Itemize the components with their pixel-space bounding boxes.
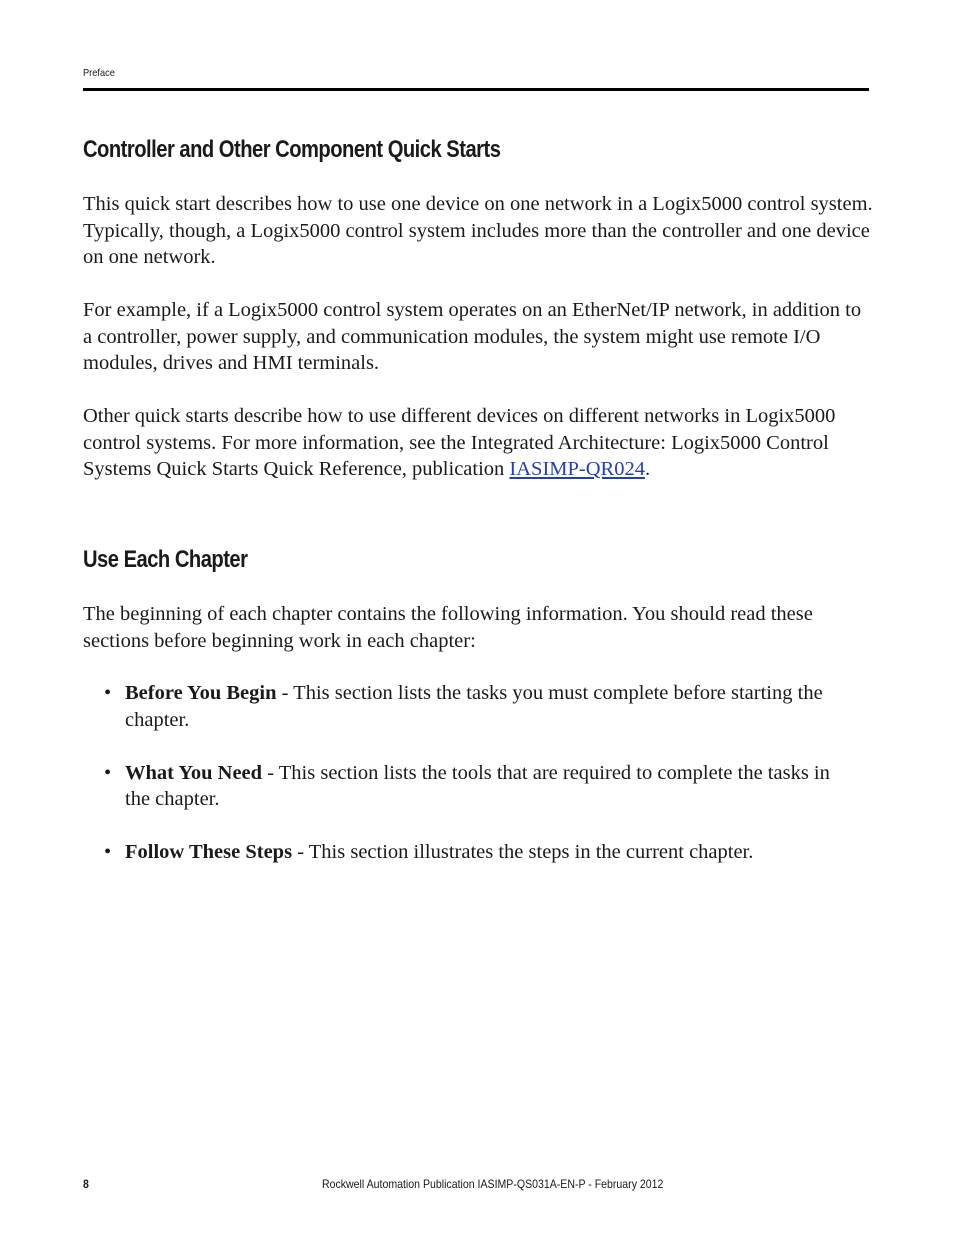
paragraph-other-quick-starts (83, 403, 873, 483)
chapter-sections-list (83, 680, 843, 892)
list-item-follow-these-steps (83, 839, 843, 866)
section-heading-quick-starts: Controller and Other Component Quick Starts (83, 136, 501, 163)
list-item-text: - This section illustrates the steps in the current chapter. (292, 841, 754, 863)
list-item-term: Follow These Steps (125, 841, 293, 863)
bullet-icon: • (104, 761, 112, 784)
list-item-term: What You Need (125, 761, 263, 784)
paragraph-text: Other quick starts describe how to use different devices on different networks in Logix5000 control systems. For more information, see the Integrated Architecture: Logix5000 Control Systems Quick Starts Quick Reference, publication (83, 405, 836, 480)
list-item-text: - This section lists the tools that are required to complete the tasks in the chapter. (125, 761, 830, 810)
list-item-term: Before You Begin (125, 682, 277, 704)
publication-link[interactable]: IASIMP-QR024 (509, 458, 645, 480)
bullet-icon: • (104, 682, 112, 704)
paragraph-example: For example, if a Logix5000 control system operates on an EtherNet/IP network, in addition to a controller, power supply, and communication modules, the system might use remote I/O modules, drives and HMI terminals. (83, 299, 862, 374)
paragraph-end: . (644, 458, 651, 480)
publication-footer: Rockwell Automation Publication IASIMP-QS031A-EN-P - February 2012 (322, 1177, 664, 1191)
paragraph-intro: This quick start describes how to use one device on one network in a Logix5000 control system. Typically, though, a Logix5000 control system includes more than the controller and one device on one network. (83, 193, 873, 268)
list-item-before-you-begin (83, 680, 843, 733)
list-item-what-you-need (83, 760, 843, 813)
paragraph-chapter-intro: The beginning of each chapter contains the following information. You should read these sections before beginning work in each chapter: (83, 603, 813, 652)
section-heading-use-each-chapter: Use Each Chapter (83, 546, 248, 573)
bullet-icon: • (104, 841, 112, 863)
running-head: Preface (83, 67, 115, 79)
page-number: 8 (83, 1177, 89, 1191)
header-rule (83, 88, 869, 91)
list-item-text: - This section lists the tasks you must complete before starting the chapter. (125, 682, 823, 731)
